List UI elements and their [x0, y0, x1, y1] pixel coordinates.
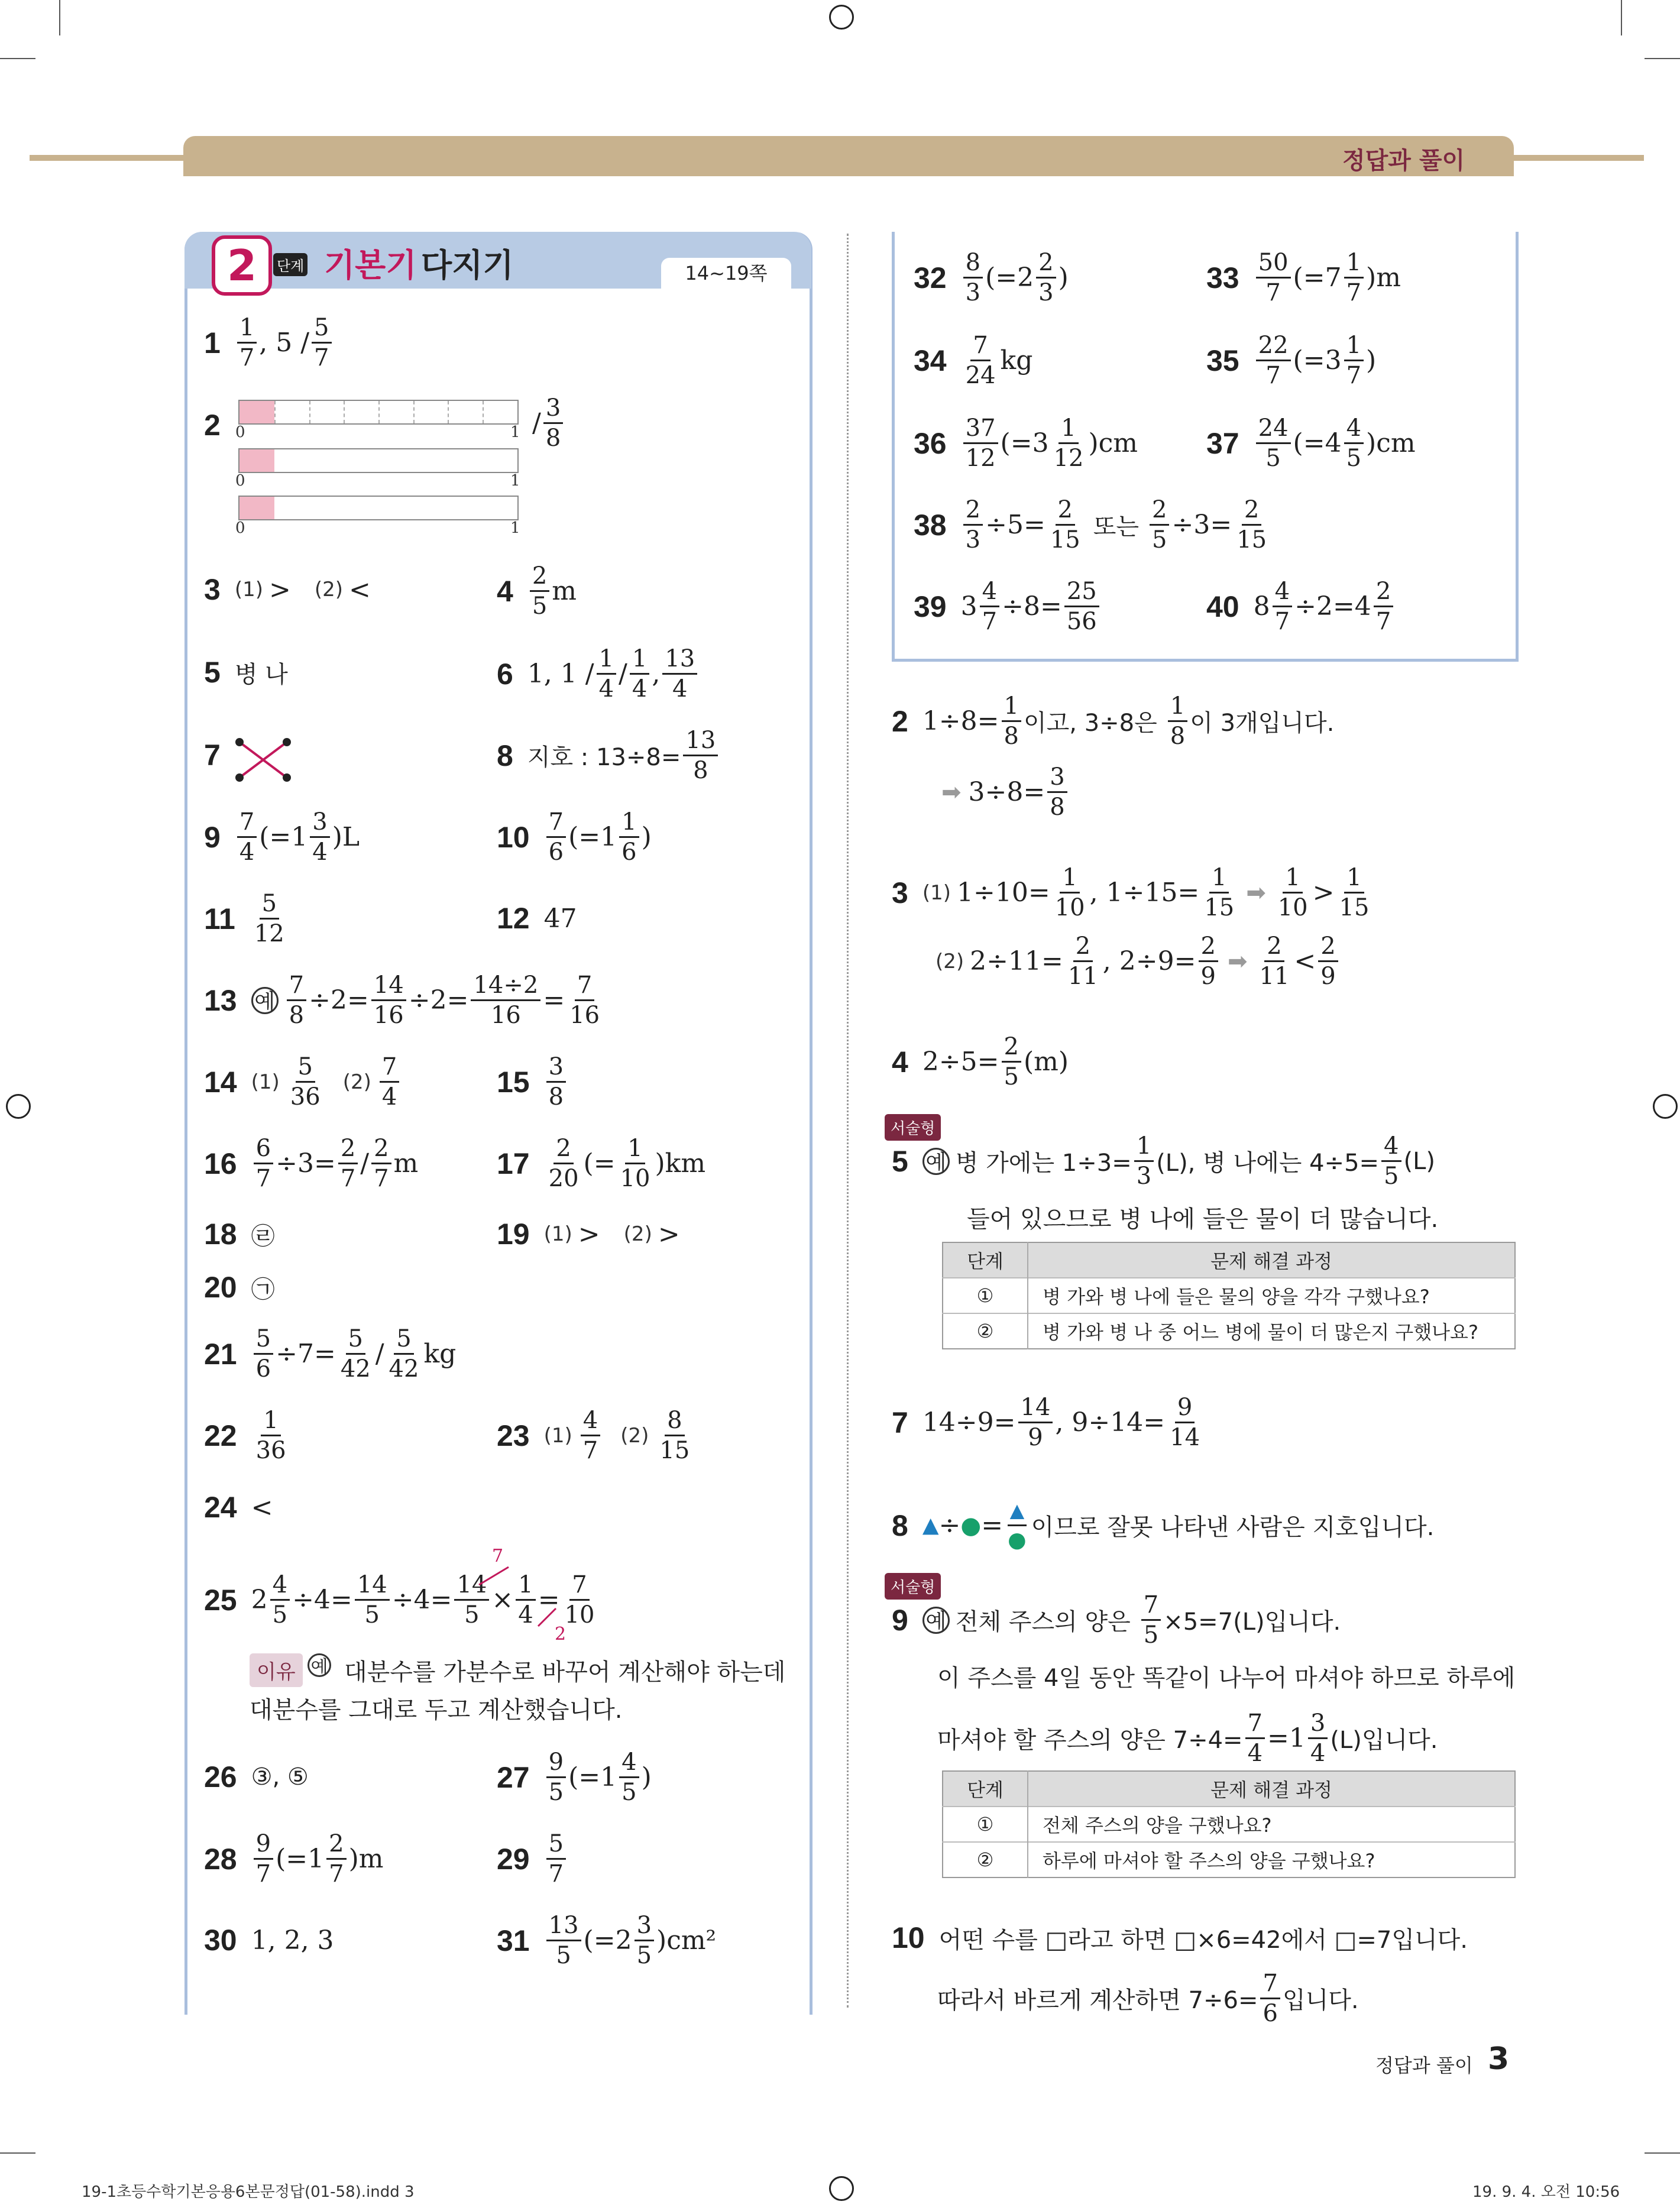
right-question-10-line-2: 따라서 바르게 계산하면 7÷6= $\frac{7}{6}$ 입니다. [937, 1970, 1359, 2027]
question-35: 35 $\frac{22}{7}$ (=3 $\frac{1}{7}$ ) [1206, 332, 1377, 389]
question-39: 39 3 $\frac{4}{7}$ ÷8= $\frac{25}{56}$ [914, 577, 1102, 636]
question-22: 22 $\frac{1}{36}$ [204, 1407, 286, 1464]
question-25: 25 2 $\frac{4}{5}$ ÷4= $\frac{14}{5}$ ÷4= $\frac{14}{5}$ × $\frac{1}{4}$ = $\frac{7}{10}$ [204, 1571, 595, 1629]
footer-label: 정답과 풀이 [1375, 2054, 1473, 2077]
question-40: 40 8 $\frac{4}{7}$ ÷2=4 $\frac{2}{7}$ [1206, 577, 1396, 636]
triangle-icon: ▲ [922, 1513, 939, 1537]
right-question-2-result: ➡ 3÷8= $\frac{3}{8}$ [934, 763, 1070, 821]
right-question-8: 8 ▲ ÷ ● = $\frac{▲}{●}$ 이므로 잘못 나타낸 사람은 지호입니다. [892, 1496, 1434, 1555]
question-6: 6 1, 1 / $\frac{1}{4}$ / $\frac{1}{4}$ , $\frac{13}{4}$ [497, 645, 700, 703]
stage-title-a: 기본기 [324, 247, 417, 284]
arrow-icon: ➡ [1246, 879, 1266, 907]
question-4: 4 $\frac{2}{5}$ m [497, 562, 577, 620]
question-24: 24 < [204, 1491, 273, 1524]
stage-pages: 14~19쪽 [661, 258, 791, 289]
right-question-5-line-2: 들어 있으므로 병 나에 들은 물이 더 많습니다. [967, 1206, 1439, 1233]
question-17: 17 $\frac{2}{20}$ (= $\frac{1}{10}$ ) km [497, 1135, 706, 1192]
question-2: 2 [204, 409, 221, 442]
question-7: 7 [204, 739, 221, 772]
fraction-bar-3 [238, 496, 519, 520]
question-34: 34 $\frac{7}{24}$ kg [914, 332, 1033, 389]
section-title: 정답과 풀이 [1342, 147, 1465, 174]
right-question-3-1: 3 (1) 1÷10= $\frac{1}{10}$ , 1÷15= $\frac{1}{15}$ ➡ $\frac{1}{10}$ > $\frac{1}{15}$ [892, 864, 1370, 921]
right-question-10: 10 어떤 수를 □라고 하면 □×6=42에서 □=7입니다. [892, 1921, 1468, 1954]
question-1: 1 $\frac{1}{7}$ , 5 / $\frac{5}{7}$ [204, 313, 334, 372]
question-8: 8 지호 : 13÷8= $\frac{13}{8}$ [497, 726, 720, 785]
scoring-table-5: 단계 문제 해결 과정 ① 병 가와 병 나에 들은 물의 양을 각각 구했나요? ② 병 가와 병 나 중 어느 병에 물이 더 많은지 구했나요? [942, 1242, 1516, 1349]
footer-date: 19. 9. 4. 오전 10:56 [1472, 2183, 1620, 2201]
registration-mark-icon [6, 1094, 31, 1119]
question-36: 36 $\frac{37}{12}$ (=3 $\frac{1}{12}$ ) cm [914, 415, 1138, 472]
question-32: 32 $\frac{8}{3}$ (=2 $\frac{2}{3}$ ) [914, 249, 1069, 306]
question-3: 3 (1) > (2) < [204, 573, 371, 606]
question-2-answer: / $\frac{3}{8}$ [532, 394, 565, 452]
question-15: 15 $\frac{3}{8}$ [497, 1053, 568, 1111]
scoring-table-9: 단계 문제 해결 과정 ① 전체 주스의 양을 구했나요? ② 하루에 마셔야 할 주스의 양을 구했나요? [942, 1770, 1516, 1878]
question-18: 18 ㉣ [204, 1218, 275, 1251]
cancel-mark-bottom: 2 [555, 1624, 567, 1645]
cancel-mark-top: 7 [492, 1546, 504, 1566]
question-31: 31 $\frac{13}{5}$ (=2 $\frac{3}{5}$ ) cm² [497, 1912, 717, 1969]
arrow-icon: ➡ [941, 778, 962, 806]
cross-lines-diagram [234, 736, 293, 784]
stage-label: 단계 [273, 253, 307, 276]
header-tab [183, 136, 1514, 176]
page-number: 3 [1488, 2041, 1510, 2077]
question-12: 12 47 [497, 902, 577, 935]
registration-mark-icon [829, 5, 854, 30]
question-20: 20 ㉠ [204, 1271, 275, 1304]
question-5: 5 병 나 [204, 656, 288, 689]
question-11: 11 $\frac{5}{12}$ [204, 890, 284, 947]
question-19: 19 (1) > (2) > [497, 1218, 680, 1251]
question-13: 13 예 $\frac{7}{8}$ ÷2= $\frac{14}{16}$ ÷2= $\frac{14\div 2}{16}$ = $\frac{7}{16}$ [204, 972, 600, 1029]
registration-mark-icon [1653, 1094, 1678, 1119]
question-21: 21 $\frac{5}{6}$ ÷7= $\frac{5}{42}$ / $\frac{5}{42}$ kg [204, 1325, 457, 1383]
right-question-3-2: (2) 2÷11= $\frac{2}{11}$ , 2÷9= $\frac{2}{9}$ ➡ $\frac{2}{11}$ < $\frac{2}{9}$ [936, 932, 1341, 990]
question-37: 37 $\frac{24}{5}$ (=4 $\frac{4}{5}$ ) cm [1206, 415, 1416, 472]
cancel-strike-lines [444, 1561, 574, 1632]
question-33: 33 $\frac{50}{7}$ (=7 $\frac{1}{7}$ ) m [1206, 249, 1401, 306]
question-14: 14 (1) $\frac{5}{36}$ (2) $\frac{7}{4}$ [204, 1053, 402, 1111]
stage-title-b: 다지기 [421, 247, 514, 284]
question-30: 30 1, 2, 3 [204, 1924, 334, 1957]
circle-icon: ● [960, 1511, 982, 1539]
right-question-9-line-2: 이 주스를 4일 동안 똑같이 나누어 마셔야 하므로 하루에 [937, 1665, 1516, 1692]
reason-line-1: 대분수를 가분수로 바꾸어 계산해야 하는데 [344, 1659, 786, 1686]
question-10: 10 $\frac{7}{6}$ (=1 $\frac{1}{6}$ ) [497, 808, 652, 866]
right-question-2: 2 1÷8= $\frac{1}{8}$ 이고, 3÷8은 $\frac{1}{8}$ 이 3개입니다. [892, 692, 1335, 750]
footer-file: 19-1초등수학기본응용6본문정답(01-58).indd 3 [82, 2183, 415, 2201]
right-question-4: 4 2÷5= $\frac{2}{5}$ (m) [892, 1033, 1069, 1090]
right-question-5: 5 예 병 가에는 1÷3= $\frac{1}{3}$ (L), 병 나에는 4÷5= $\frac{4}{5}$ (L) [892, 1132, 1435, 1190]
descriptive-tag: 서술형 [885, 1573, 941, 1600]
registration-mark-icon [829, 2176, 854, 2201]
right-question-7: 7 14÷9= $\frac{14}{9}$ , 9÷14= $\frac{9}{14}$ [892, 1394, 1200, 1451]
right-question-9: 9 예 전체 주스의 양은 $\frac{7}{5}$ ×5=7(L)입니다. [892, 1591, 1341, 1649]
question-23: 23 (1) $\frac{4}{7}$ (2) $\frac{8}{15}$ [497, 1407, 690, 1464]
question-26: 26 ③, ⑤ [204, 1760, 309, 1794]
fraction-bar-1 [238, 400, 519, 425]
stage-number: 2 [212, 235, 272, 296]
question-27: 27 $\frac{9}{5}$ (=1 $\frac{4}{5}$ ) [497, 1749, 652, 1806]
question-28: 28 $\frac{9}{7}$ (=1 $\frac{2}{7}$ ) m [204, 1830, 384, 1888]
reason-ex-marker: 예 [307, 1653, 337, 1677]
right-question-9-line-3: 마셔야 할 주스의 양은 7÷4= $\frac{7}{4}$ =1 $\frac{3}{4}$ (L)입니다. [937, 1710, 1438, 1767]
question-29: 29 $\frac{5}{7}$ [497, 1830, 568, 1888]
reason-tag: 이유 [250, 1653, 303, 1687]
question-16: 16 $\frac{6}{7}$ ÷3= $\frac{2}{7}$ / $\frac{2}{7}$ m [204, 1135, 419, 1192]
arrow-icon: ➡ [1227, 947, 1248, 975]
descriptive-tag: 서술형 [885, 1114, 941, 1141]
question-38: 38 $\frac{2}{3}$ ÷5= $\frac{2}{15}$ 또는 $\frac{2}{5}$ ÷3= $\frac{2}{15}$ [914, 496, 1267, 553]
reason-line-2: 대분수를 그대로 두고 계산했습니다. [250, 1697, 623, 1724]
question-9: 9 $\frac{7}{4}$ (=1 $\frac{3}{4}$ ) L [204, 808, 360, 866]
fraction-bar-2 [238, 448, 519, 473]
